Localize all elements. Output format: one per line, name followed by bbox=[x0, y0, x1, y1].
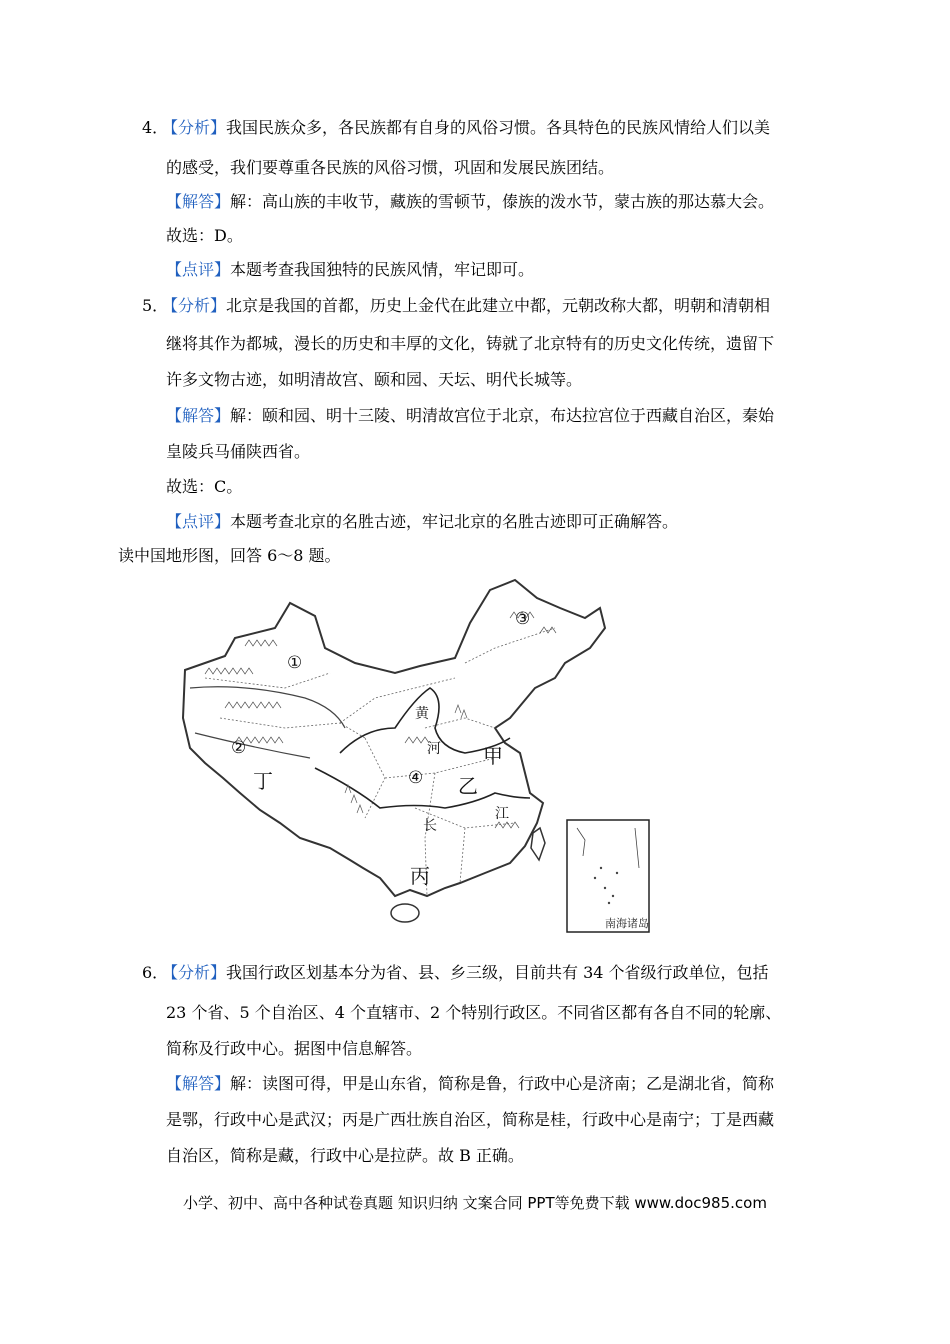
page-footer: 小学、初中、高中各种试卷真题 知识归纳 文案合同 PPT等免费下载 www.doc985.com bbox=[183, 1194, 767, 1212]
taiwan-island bbox=[531, 828, 545, 860]
q4-analysis-tag: 【分析】 bbox=[162, 118, 227, 137]
q4-line1 bbox=[142, 117, 770, 139]
q5-analysis-text2: 继将其作为都城，漫长的历史和丰厚的文化，铸就了北京特有的历史文化传统，遗留下 bbox=[166, 334, 775, 353]
q5-comment-tag: 【点评】 bbox=[166, 512, 231, 531]
q5-comment-line bbox=[166, 511, 678, 533]
china-terrain-map bbox=[165, 578, 650, 933]
q5-answer-text2: 皇陵兵马俑陕西省。 bbox=[166, 442, 311, 461]
map-label-circle2: ② bbox=[231, 738, 247, 758]
q4-comment-text: 本题考查我国独特的民族风情，牢记即可。 bbox=[230, 260, 535, 279]
q6-analysis-text3: 简称及行政中心。据图中信息解答。 bbox=[166, 1039, 423, 1058]
q6-analysis-text2: 23 个省、5 个自治区、4 个直辖市、2 个特别行政区。不同省区都有各自不同的轮廓、 bbox=[166, 1003, 782, 1022]
q5-answer-text1: 解：颐和园、明十三陵、明清故宫位于北京，布达拉宫位于西藏自治区，秦始 bbox=[230, 406, 775, 425]
map-label-yi: 乙 bbox=[458, 774, 478, 798]
q5-answer-line bbox=[166, 405, 774, 427]
q5-number: 5． bbox=[142, 296, 169, 315]
q4-comment-tag: 【点评】 bbox=[166, 260, 231, 279]
map-label-huang: 黄 bbox=[415, 706, 429, 722]
q6-answer-line bbox=[166, 1073, 774, 1095]
q4-number: 4． bbox=[142, 118, 169, 137]
map-label-circle4: ④ bbox=[408, 768, 424, 788]
q5-analysis-tag: 【分析】 bbox=[162, 296, 227, 315]
q4-answer-line bbox=[166, 191, 774, 213]
map-label-ding: 丁 bbox=[253, 769, 273, 793]
map-label-jiang: 江 bbox=[495, 806, 509, 822]
q4-comment-line bbox=[166, 259, 534, 281]
q4-answer-tag: 【解答】 bbox=[166, 192, 231, 211]
q5-line1 bbox=[142, 295, 770, 317]
q6-answer-text3: 自治区，简称是藏，行政中心是拉萨。故 B 正确。 bbox=[166, 1146, 524, 1165]
south-china-sea-inset bbox=[567, 820, 649, 932]
q5-analysis-text1: 北京是我国的首都，历史上金代在此建立中都，元朝改称大都，明朝和清朝相 bbox=[226, 296, 771, 315]
q6-line1 bbox=[142, 962, 769, 984]
q6-answer-tag: 【解答】 bbox=[166, 1074, 231, 1093]
q5-answer-tag: 【解答】 bbox=[166, 406, 231, 425]
q6-answer-text1: 解：读图可得，甲是山东省，简称是鲁，行政中心是济南；乙是湖北省，简称 bbox=[230, 1074, 775, 1093]
q6-answer-text2: 是鄂，行政中心是武汉；丙是广西壮族自治区，简称是桂，行政中心是南宁；丁是西藏 bbox=[166, 1110, 775, 1129]
hainan-island bbox=[391, 904, 419, 922]
q6-analysis-tag: 【分析】 bbox=[162, 963, 227, 982]
q5-analysis-text3: 许多文物古迹，如明清故宫、颐和园、天坛、明代长城等。 bbox=[166, 370, 583, 389]
map-label-nanhai: 南海诸岛 bbox=[605, 917, 649, 930]
q6-analysis-text1: 我国行政区划基本分为省、县、乡三级，目前共有 34 个省级行政单位，包括 bbox=[226, 963, 769, 982]
map-intro: 读中国地形图，回答 6～8 题。 bbox=[118, 546, 341, 565]
q4-analysis-text2: 的感受，我们要尊重各民族的风俗习惯，巩固和发展民族团结。 bbox=[166, 158, 615, 177]
map-label-he: 河 bbox=[427, 741, 441, 757]
map-label-circle1: ① bbox=[287, 653, 303, 673]
q4-choice: 故选：D。 bbox=[166, 226, 243, 245]
map-label-chang: 长 bbox=[423, 818, 437, 834]
q6-number: 6． bbox=[142, 963, 169, 982]
q4-answer-text: 解：高山族的丰收节，藏族的雪顿节，傣族的泼水节，蒙古族的那达慕大会。 bbox=[230, 192, 775, 211]
q5-choice: 故选：C。 bbox=[166, 477, 243, 496]
map-label-circle3: ③ bbox=[515, 609, 531, 629]
map-label-jia: 甲 bbox=[483, 744, 503, 768]
map-label-bing: 丙 bbox=[410, 864, 430, 888]
q4-analysis-text1: 我国民族众多，各民族都有自身的风俗习惯。各具特色的民族风情给人们以美 bbox=[226, 118, 771, 137]
q5-comment-text: 本题考查北京的名胜古迹，牢记北京的名胜古迹即可正确解答。 bbox=[230, 512, 679, 531]
plateau-boundary bbox=[190, 687, 345, 758]
